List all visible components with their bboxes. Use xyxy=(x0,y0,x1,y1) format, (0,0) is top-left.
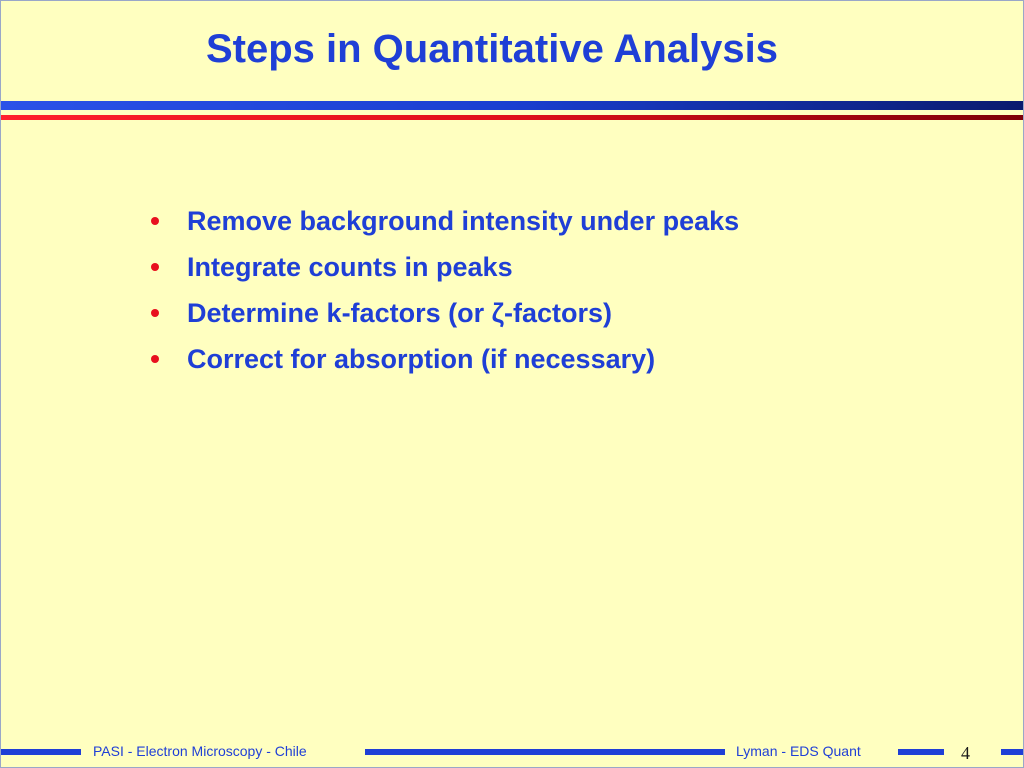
bullet-dot-icon xyxy=(151,309,159,317)
bullet-dot-icon xyxy=(151,263,159,271)
title-divider-red xyxy=(1,115,1024,120)
footer-left-text: PASI - Electron Microscopy - Chile xyxy=(93,743,307,759)
footer-rule-left xyxy=(1,749,81,755)
page-number: 4 xyxy=(961,743,970,763)
bullet-text: Determine k-factors (or ζ-factors) xyxy=(187,298,613,328)
footer-rule-end xyxy=(1001,749,1024,755)
bullet-text: Integrate counts in peaks xyxy=(187,252,513,282)
slide-title: Steps in Quantitative Analysis xyxy=(205,27,778,71)
bullet-text: Remove background intensity under peaks xyxy=(187,206,740,236)
title-divider-blue xyxy=(1,101,1024,110)
footer-rule-right xyxy=(898,749,944,755)
footer-rule-middle xyxy=(365,749,725,755)
bullet-dot-icon xyxy=(151,355,159,363)
bullet-text: Correct for absorption (if necessary) xyxy=(187,344,656,374)
bullet-dot-icon xyxy=(151,217,159,225)
footer-right-text: Lyman - EDS Quant xyxy=(736,743,861,759)
